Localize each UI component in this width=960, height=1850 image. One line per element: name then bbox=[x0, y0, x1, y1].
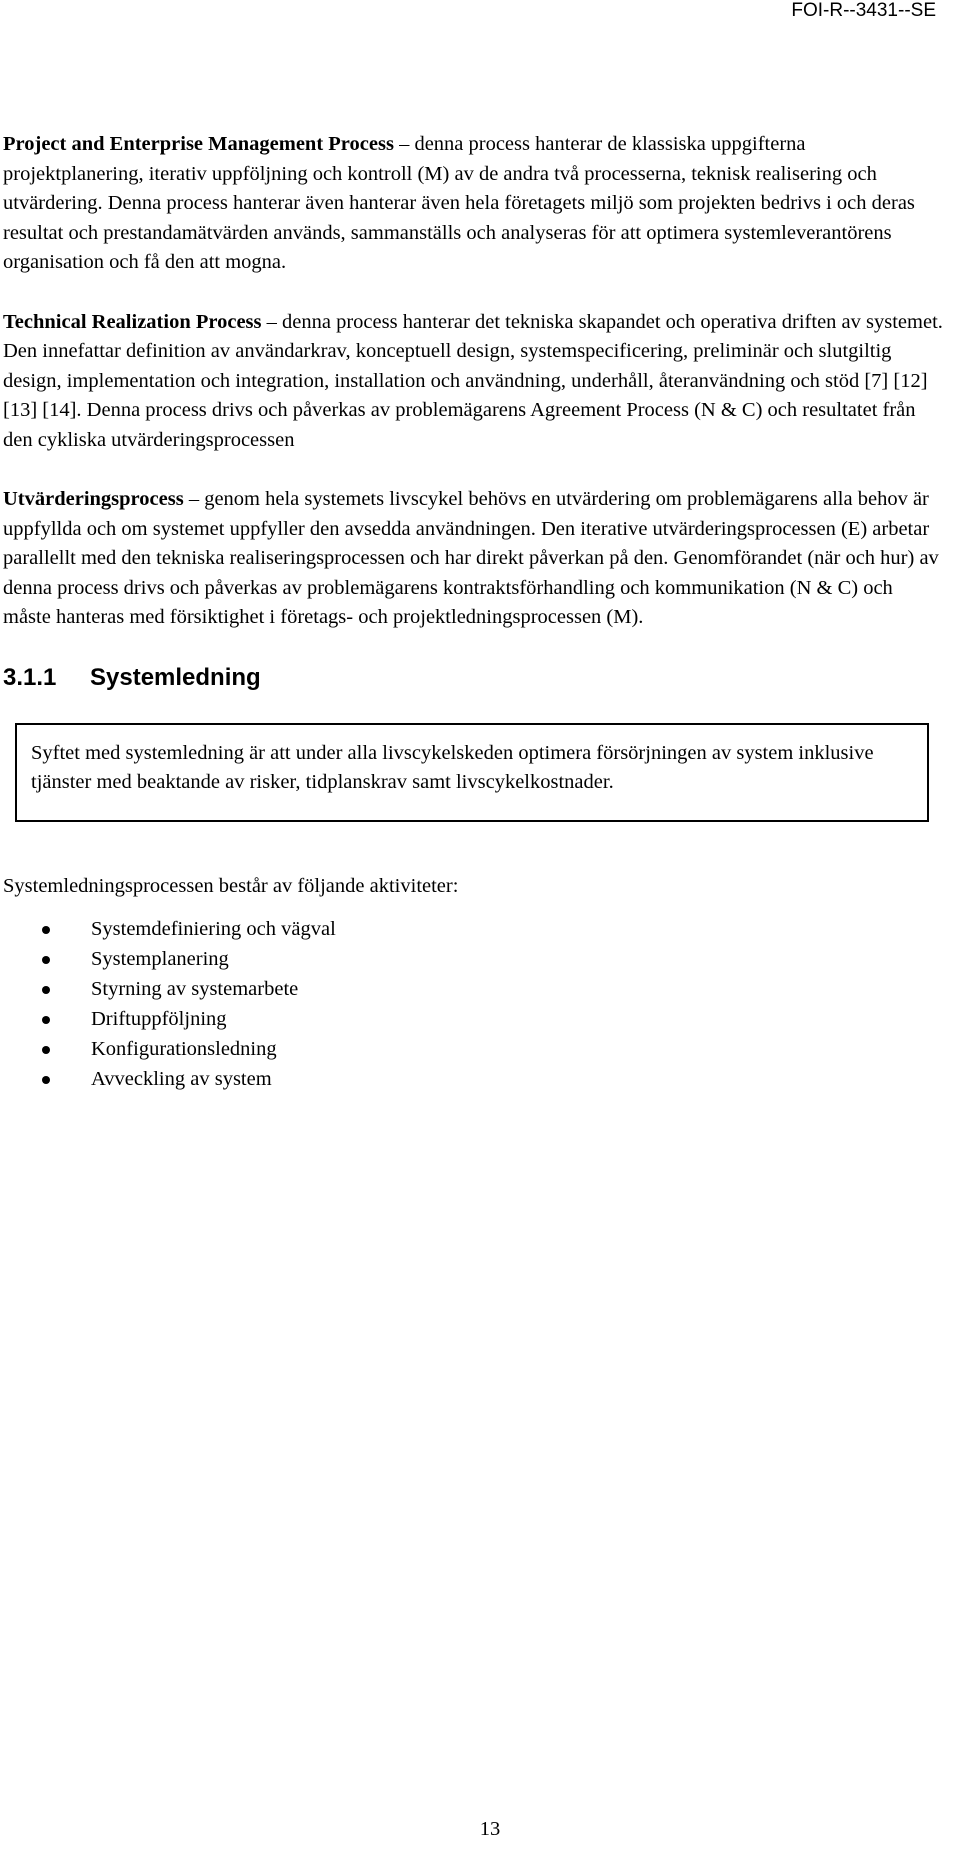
activity-label: Avveckling av system bbox=[91, 1068, 272, 1091]
list-item bbox=[3, 915, 943, 945]
term-technical-realization: Technical Realization Process bbox=[3, 310, 262, 333]
section-heading bbox=[3, 663, 943, 693]
paragraph-text: – genom hela systemets livscykel behövs en utvärdering om problemägarens alla behov är uppfyllda och om systemet uppfyller den avsedda användningen. Den iterative utvärderingsprocessen (E) arbetar parallellt med den tekniska realiseringsprocessen och har direkt påverkan på den. Genomförandet (när och hur) av denna process drivs och påverkas av problemägarens kontraktsförhandling och kommunikation (N & C) och måste hanteras med försiktighet i företags- och projektledningsprocessen (M). bbox=[3, 488, 939, 628]
section-number: 3.1.1 bbox=[3, 663, 57, 691]
list-intro: Systemledningsprocessen består av följande aktiviteter: bbox=[3, 874, 459, 897]
list-item bbox=[3, 945, 943, 975]
paragraph-technical-realization bbox=[3, 308, 943, 456]
bullet-icon bbox=[42, 986, 50, 994]
term-project-management: Project and Enterprise Management Process bbox=[3, 133, 394, 155]
section-title: Systemledning bbox=[90, 663, 261, 691]
list-item bbox=[3, 1005, 943, 1035]
activity-label: Styrning av systemarbete bbox=[91, 978, 299, 1001]
activity-label: Driftuppföljning bbox=[91, 1008, 227, 1031]
activity-list bbox=[3, 915, 943, 1095]
list-item bbox=[3, 975, 943, 1005]
paragraph-evaluation bbox=[3, 485, 943, 633]
purpose-box bbox=[15, 723, 929, 822]
purpose-text: Syftet med systemledning är att under alla livscykelskeden optimera försörjningen av system inklusive tjänster med beaktande av risker, tidplanskrav samt livscykelkostnader. bbox=[31, 741, 874, 793]
list-item bbox=[3, 1035, 943, 1065]
report-code: FOI-R--3431--SE bbox=[791, 0, 936, 21]
list-item bbox=[3, 1065, 943, 1095]
bullet-icon bbox=[42, 956, 50, 964]
activity-label: Konfigurationsledning bbox=[91, 1038, 277, 1061]
page-number: 13 bbox=[479, 1818, 501, 1840]
bullet-icon bbox=[42, 926, 50, 934]
activity-label: Systemplanering bbox=[91, 948, 229, 971]
paragraph-project-management bbox=[3, 130, 943, 278]
bullet-icon bbox=[42, 1046, 50, 1054]
bullet-icon bbox=[42, 1016, 50, 1024]
activity-label: Systemdefiniering och vägval bbox=[91, 918, 336, 941]
paragraph-text: – denna process hanterar det tekniska skapandet och operativa driften av systemet. Den innefattar definition av användarkrav, konceptuell design, systemspecificering, preliminär och slutgiltig design, implementation och integration, installation och användning, underhåll, återanvändning och stöd [7] [12] [13] [14]. Denna process drivs och påverkas av problemägarens Agreement Process (N & C) och resultatet från den cykliska utvärderingsprocessen bbox=[3, 310, 943, 451]
bullet-icon bbox=[42, 1076, 50, 1084]
paragraph-text: – denna process hanterar de klassiska uppgifterna projektplanering, iterativ uppföljning och kontroll (M) av de andra två processerna, teknisk realisering och utvärdering. Denna process hanterar även hanterar även hela företagets miljö som projekten bedrivs i och deras resultat och prestandamätvärden används, sammanställs och analyseras för att optimera systemleverantörens organisation och få den att mogna. bbox=[3, 133, 915, 273]
term-evaluation: Utvärderingsprocess bbox=[3, 488, 184, 510]
page-content bbox=[3, 130, 943, 1095]
